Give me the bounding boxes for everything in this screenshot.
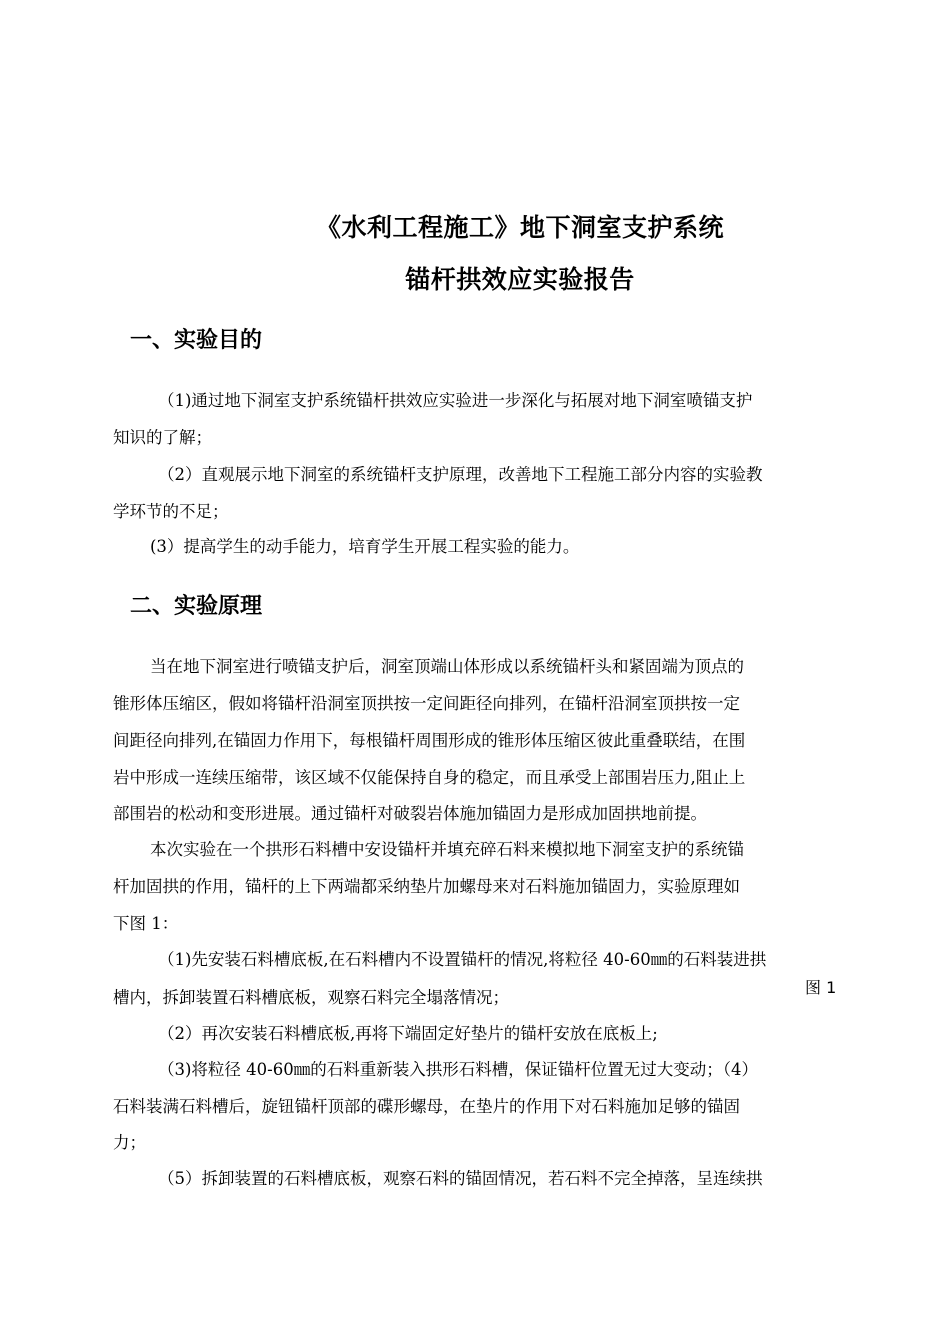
paragraph-line: 岩中形成一连续压缩带，该区域不仅能保持自身的稳定，而且承受上部围岩压力,阻止上	[113, 768, 746, 787]
paragraph-line: (3）提高学生的动手能力，培育学生开展工程实验的能力。	[150, 537, 580, 556]
paragraph-line: 杆加固拱的作用，锚杆的上下两端都采纳垫片加螺母来对石料施加锚固力，实验原理如	[113, 877, 740, 896]
paragraph-line: 力；	[113, 1133, 146, 1152]
paragraph-line: （5）拆卸装置的石料槽底板，观察石料的锚固情况，若石料不完全掉落，呈连续拱	[158, 1169, 763, 1188]
paragraph-line: 槽内，拆卸装置石料槽底板，观察石料完全塌落情况；	[113, 988, 509, 1007]
paragraph-line: 间距径向排列,在锚固力作用下，每根锚杆周围形成的锥形体压缩区彼此重叠联结，在围	[113, 731, 746, 750]
paragraph-line: 本次实验在一个拱形石料槽中安设锚杆并填充碎石料来模拟地下洞室支护的系统锚	[150, 840, 744, 859]
title-line-1: 《水利工程施工》地下洞室支护系统	[315, 213, 724, 242]
section-heading-principle: 二、实验原理	[130, 594, 263, 619]
paragraph-line: 下图 1：	[113, 914, 179, 933]
paragraph-line: （2）直观展示地下洞室的系统锚杆支护原理，改善地下工程施工部分内容的实验教	[158, 465, 763, 484]
section-heading-purpose: 一、实验目的	[130, 328, 263, 353]
paragraph-line: 知识的了解；	[113, 428, 212, 447]
paragraph-line: 锥形体压缩区，假如将锚杆沿洞室顶拱按一定间距径向排列，在锚杆沿洞室顶拱按一定	[113, 694, 740, 713]
paragraph-line: 石料装满石料槽后，旋钮锚杆顶部的碟形螺母，在垫片的作用下对石料施加足够的锚固	[113, 1097, 740, 1116]
paragraph-line: 学环节的不足；	[113, 502, 229, 521]
paragraph-line: （1)先安装石料槽底板,在石料槽内不设置锚杆的情况,将粒径 40-60㎜的石料装进拱	[158, 950, 767, 969]
paragraph-line: （1)通过地下洞室支护系统锚杆拱效应实验进一步深化与拓展对地下洞室喷锚支护	[158, 391, 753, 410]
figure-label: 图 1	[805, 978, 837, 997]
paragraph-line: 部围岩的松动和变形进展。通过锚杆对破裂岩体施加锚固力是形成加固拱地前提。	[113, 804, 707, 823]
title-line-2: 锚杆拱效应实验报告	[405, 265, 635, 294]
paragraph-line: （2）再次安装石料槽底板,再将下端固定好垫片的锚杆安放在底板上;	[158, 1024, 658, 1043]
paragraph-line: 当在地下洞室进行喷锚支护后，洞室顶端山体形成以系统锚杆头和紧固端为顶点的	[150, 657, 744, 676]
paragraph-line: （3)将粒径 40-60㎜的石料重新装入拱形石料槽，保证锚杆位置无过大变动；（4）	[158, 1060, 758, 1079]
